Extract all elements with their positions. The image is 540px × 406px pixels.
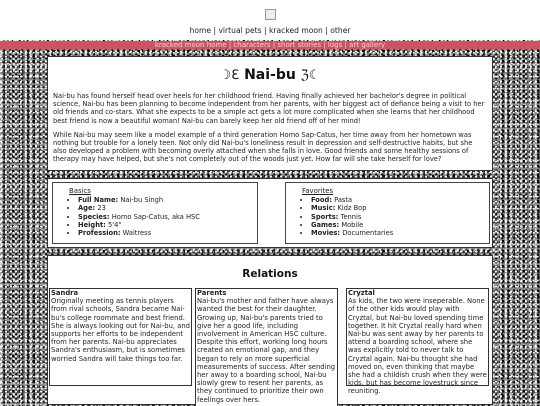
favorites-label: Games: bbox=[311, 220, 340, 229]
nav-link-other[interactable]: other bbox=[330, 26, 351, 35]
site-header bbox=[0, 0, 540, 40]
basics-value: Nai-bu Singh bbox=[120, 196, 164, 204]
favorites-box bbox=[285, 182, 490, 244]
relations-heading: Relations bbox=[242, 268, 298, 280]
relation-name: Cryztal bbox=[348, 289, 375, 297]
relation-text: Nai-bu's mother and father have always wanted the best for their daughter. Growing up, Nai-bu's parents tried to give her a good life, including involvement in American HSC culture. Despite this effort, working long hours created an emotional gap, and they began to rely on more superficial measurements of success. After sending her away to a boarding school, Nai-bu slowly grew to resent her parents, as they continued to prioritize their own feelings over hers. bbox=[197, 297, 336, 404]
relation-card-parents bbox=[195, 288, 338, 406]
favorites-list bbox=[302, 196, 481, 237]
subnav-separator: | bbox=[344, 41, 347, 49]
moon-ornament-left: ☽ℇ bbox=[219, 68, 240, 83]
moon-ornament-right: ℨ☾ bbox=[300, 68, 321, 83]
subnav-link-short-stories[interactable]: short stories bbox=[277, 41, 322, 49]
subnav-separator: | bbox=[228, 41, 232, 49]
character-name: Nai-bu bbox=[244, 67, 296, 83]
favorites-item bbox=[311, 196, 481, 204]
favorites-value: Kidz Bop bbox=[337, 204, 367, 213]
nav-link-kracked-moon[interactable]: kracked moon bbox=[268, 26, 323, 35]
favorites-value: Tennis bbox=[340, 212, 362, 221]
favorites-label: Music: bbox=[311, 204, 336, 213]
basics-label: Age: bbox=[78, 204, 96, 213]
nav-separator: | bbox=[263, 26, 267, 35]
basics-value: Waitress bbox=[122, 229, 152, 238]
subnav-separator: | bbox=[323, 41, 326, 49]
relation-name: Sandra bbox=[51, 289, 79, 297]
subnav-separator: | bbox=[272, 41, 276, 49]
basics-value: 5'4" bbox=[108, 220, 122, 229]
top-nav bbox=[0, 26, 540, 35]
favorites-heading: Favorites bbox=[302, 187, 334, 195]
basics-item bbox=[78, 221, 249, 229]
intro-paragraph: Nai-bu has found herself head over heels for her childhood friend. Having finally achieved her bachelor's degree in political science, Nai-bu has been planning to become independent from her parents, with her biggest act of defiance being a visit to her old friends and co-stars. What she expects to be a simple act gets a lot more complicated when she learns that her childhood best friend is now a beautiful woman! Nai-bu can barely keep her old friend off of her mind! bbox=[53, 92, 485, 125]
basics-list bbox=[69, 196, 249, 237]
basics-heading: Basics bbox=[69, 187, 91, 195]
intro-paragraph: While Nai-bu may seem like a model example of a third generation Homo Sap-Catus, her time away from her hometown was nothing but trouble for a lonely teen. Not only did Nai-bu's loneliness result in depression and self-destructive habits, but she also developed a problem with becoming overly attached when she falls in love. Good friends and some healthy sessions of therapy may have helped, but she's not completely out of the woods just yet. How far will she take herself for love? bbox=[53, 130, 473, 164]
basics-item bbox=[78, 229, 249, 237]
nav-link-home[interactable]: home bbox=[189, 26, 212, 35]
favorites-label: Food: bbox=[311, 196, 332, 204]
favorites-item bbox=[311, 204, 481, 212]
subnav-link-home[interactable]: kracked moon home bbox=[154, 41, 227, 49]
favorites-label: Movies: bbox=[311, 229, 341, 238]
subnav-link-logs[interactable]: logs bbox=[327, 41, 343, 49]
basics-value: 23 bbox=[97, 204, 106, 213]
page-title bbox=[53, 65, 487, 85]
relation-card-sandra bbox=[49, 288, 192, 386]
favorites-value: Pasta bbox=[334, 196, 353, 204]
intro-panel bbox=[47, 56, 493, 171]
basics-label: Full Name: bbox=[78, 196, 119, 204]
basics-item bbox=[78, 213, 249, 221]
sub-nav bbox=[0, 41, 540, 49]
relation-text: Originally meeting as tennis players from rival schools, Sandra became Nai-bu's college roommate and best friend. She is always looking out for Nai-bu, and supports her efforts to be independent from her parents. Nai-bu appreciates Sandra's enthusiasm, but is sometimes worried Sandra will take things too far. bbox=[51, 297, 190, 363]
favorites-item bbox=[311, 221, 481, 229]
broken-image-icon bbox=[265, 9, 276, 20]
favorites-item bbox=[311, 229, 481, 237]
basics-box bbox=[52, 182, 258, 244]
nav-separator: | bbox=[325, 26, 328, 35]
favorites-value: Mobile bbox=[341, 220, 364, 229]
basics-label: Profession: bbox=[78, 229, 121, 238]
info-panel bbox=[47, 178, 493, 248]
subnav-link-art-gallery[interactable]: art gallery bbox=[349, 41, 386, 49]
nav-link-virtual-pets[interactable]: virtual pets bbox=[218, 26, 262, 35]
basics-label: Height: bbox=[78, 220, 106, 229]
relation-name: Parents bbox=[197, 289, 227, 297]
basics-item bbox=[78, 204, 249, 212]
favorites-item bbox=[311, 213, 481, 221]
favorites-label: Sports: bbox=[311, 212, 339, 221]
basics-item bbox=[78, 196, 249, 204]
relation-card-cryztal bbox=[346, 288, 489, 396]
relations-panel bbox=[47, 255, 493, 405]
basics-label: Species: bbox=[78, 212, 110, 221]
favorites-value: Documentaries bbox=[342, 229, 394, 238]
basics-value: Homo Sap-Catus, aka HSC bbox=[111, 212, 200, 221]
subnav-link-characters[interactable]: characters bbox=[233, 41, 271, 49]
relation-text: As kids, the two were inseperable. None of the other kids would play with Cryztal, but Nai-bu loved spending time together. It hit Cryztal really hard when Nai-bu was sent away by her parents to attend a boarding school, where she was explicitly told to never talk to Cryztal again. Nai-bu thought she had moved on, even thinking that maybe she had a childish crush when they were kids, but has become lovestruck since reuniting. bbox=[348, 297, 487, 396]
nav-separator: | bbox=[213, 26, 217, 35]
